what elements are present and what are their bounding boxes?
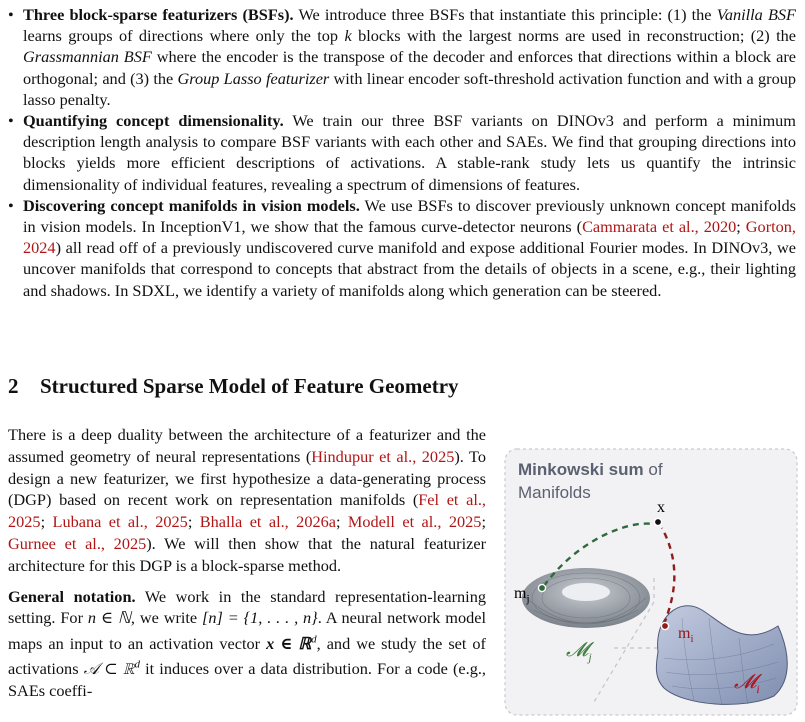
text-run: [n] = {1, . . . , n} bbox=[202, 608, 318, 628]
text-run: where the encoder is the transpose of the decoder and enforces that directions within a block are orthogonal; and (3) the bbox=[23, 47, 796, 88]
text-run: with linear encoder soft-threshold activation function and with a group lasso penalty. bbox=[23, 68, 796, 109]
text-run: We train our three BSF variants on DINOv3 and perform a minimum description length analysis to compare BSF variants with each other and SAEs. We find that grouping directions into blocks yields more efficient descriptions of activations. A stable-rank study lets us quantify the intrinsic dimensionality of individual features, revealing a spectrum of dimensions of features. bbox=[23, 111, 796, 194]
figure-title-bold: Minkowski sum bbox=[518, 460, 644, 479]
section-number: 2 bbox=[8, 374, 19, 398]
text-run: learns groups of directions where only the top bbox=[23, 26, 345, 46]
text-run: ; bbox=[481, 512, 486, 532]
text-run: Group Lasso featurizer bbox=[177, 68, 330, 88]
text-run: ; bbox=[187, 512, 200, 532]
bullet-dot: • bbox=[8, 195, 14, 215]
minkowski-figure bbox=[504, 448, 798, 716]
bullet-head: Three block-sparse featurizers (BSFs). bbox=[23, 5, 294, 24]
bullet-dot: • bbox=[8, 111, 14, 131]
text-run: We work in the standard representation-learning setting. For bbox=[8, 586, 486, 628]
text-run: it induces over a data distribution. For a code (e.g., SAEs coeffi- bbox=[8, 658, 486, 700]
text-run: d bbox=[134, 658, 140, 671]
text-run: ). To design a new featurizer, we first hypothesize a data-generating process (DGP) based on recent work on representation manifolds ( bbox=[8, 446, 487, 510]
section-heading bbox=[8, 374, 459, 399]
text-run: There is a deep duality between the architecture of a featurizer and the assumed geometry of neural representations ( bbox=[8, 425, 486, 466]
text-run: We introduce three BSFs that instantiate this principle: (1) the bbox=[293, 5, 717, 24]
citation-link[interactable]: Fel et al., 2025 bbox=[8, 490, 486, 532]
label-manifold-j: 𝓜$_j$ bbox=[566, 639, 592, 664]
text-run: blocks with the largest norms are used in reconstruction; (2) the bbox=[351, 26, 797, 46]
label-manifold-i: 𝓜$_i$ bbox=[734, 671, 760, 696]
contribution-list bbox=[8, 4, 796, 301]
text-run: k bbox=[344, 26, 352, 46]
body-paragraph bbox=[8, 424, 486, 577]
citation-link[interactable]: Gurnee et al., 2025 bbox=[8, 533, 147, 553]
point-mj bbox=[538, 584, 545, 591]
citation-link[interactable]: Bhalla et al., 2026a bbox=[199, 512, 336, 532]
text-run: Grassmannian BSF bbox=[23, 47, 152, 67]
citation-link[interactable]: Cammarata et al., 2020 bbox=[582, 217, 737, 237]
citation-link[interactable]: Modell et al., 2025 bbox=[347, 512, 482, 532]
citation-link[interactable]: Hindupur et al., 2025 bbox=[311, 446, 455, 466]
text-run: ; bbox=[335, 512, 348, 532]
text-run: . A neural network model maps an input to an activation vector bbox=[8, 608, 486, 653]
text-run: 𝒜 ⊂ ℝ bbox=[83, 658, 135, 678]
body-paragraph bbox=[8, 586, 486, 702]
text-run: ). We will then show that the natural featurizer architecture for this DGP is a block-sparse method. bbox=[8, 533, 487, 575]
label-x: x bbox=[657, 499, 665, 516]
bullet-item bbox=[8, 195, 796, 301]
text-run: Vanilla BSF bbox=[716, 5, 796, 24]
text-run: n ∈ ℕ bbox=[87, 608, 131, 628]
bullet-head: Discovering concept manifolds in vision models. bbox=[23, 195, 360, 215]
bullet-item bbox=[8, 4, 796, 110]
point-x bbox=[654, 518, 661, 525]
body-column bbox=[8, 424, 486, 701]
label-mi: $m_i$ bbox=[678, 625, 694, 645]
figure-title-line2: Manifolds bbox=[518, 483, 591, 502]
text-run: x ∈ ℝ bbox=[266, 633, 312, 653]
citation-link[interactable]: Gorton, 2024 bbox=[23, 217, 796, 258]
text-run: ; bbox=[40, 512, 53, 532]
torus-hole bbox=[562, 583, 610, 601]
text-run: , we write bbox=[130, 608, 203, 628]
section-title: Structured Sparse Model of Feature Geometry bbox=[40, 374, 459, 398]
text-run: d bbox=[311, 633, 317, 646]
text-run: ; bbox=[736, 217, 746, 237]
torus-manifold bbox=[522, 568, 650, 628]
paragraph-head: General notation. bbox=[8, 586, 136, 606]
figure-title-rest: of bbox=[643, 460, 663, 479]
bullet-item bbox=[8, 110, 796, 195]
point-mi bbox=[661, 622, 668, 629]
label-mj: $m_j$ bbox=[514, 585, 530, 605]
text-run: We use BSFs to discover previously unknown concept manifolds in vision models. In InceptionV1, we show that the famous curve-detector neurons ( bbox=[23, 195, 796, 237]
bullet-head: Quantifying concept dimensionality. bbox=[23, 111, 284, 131]
text-run: ) all read off of a previously undiscovered curve manifold and expose additional Fourier modes. In DINOv3, we uncover manifolds that correspond to concepts that abstract from the details of objects in a scene, e.g., their lighting and shadows. In SDXL, we identify a variety of manifolds along which generation can be steered. bbox=[23, 238, 796, 300]
citation-link[interactable]: Lubana et al., 2025 bbox=[52, 512, 188, 532]
figure-canvas bbox=[504, 448, 798, 716]
bullet-dot: • bbox=[8, 5, 14, 24]
figure-title bbox=[518, 460, 663, 479]
text-run: , and we study the set of activations bbox=[8, 633, 486, 678]
